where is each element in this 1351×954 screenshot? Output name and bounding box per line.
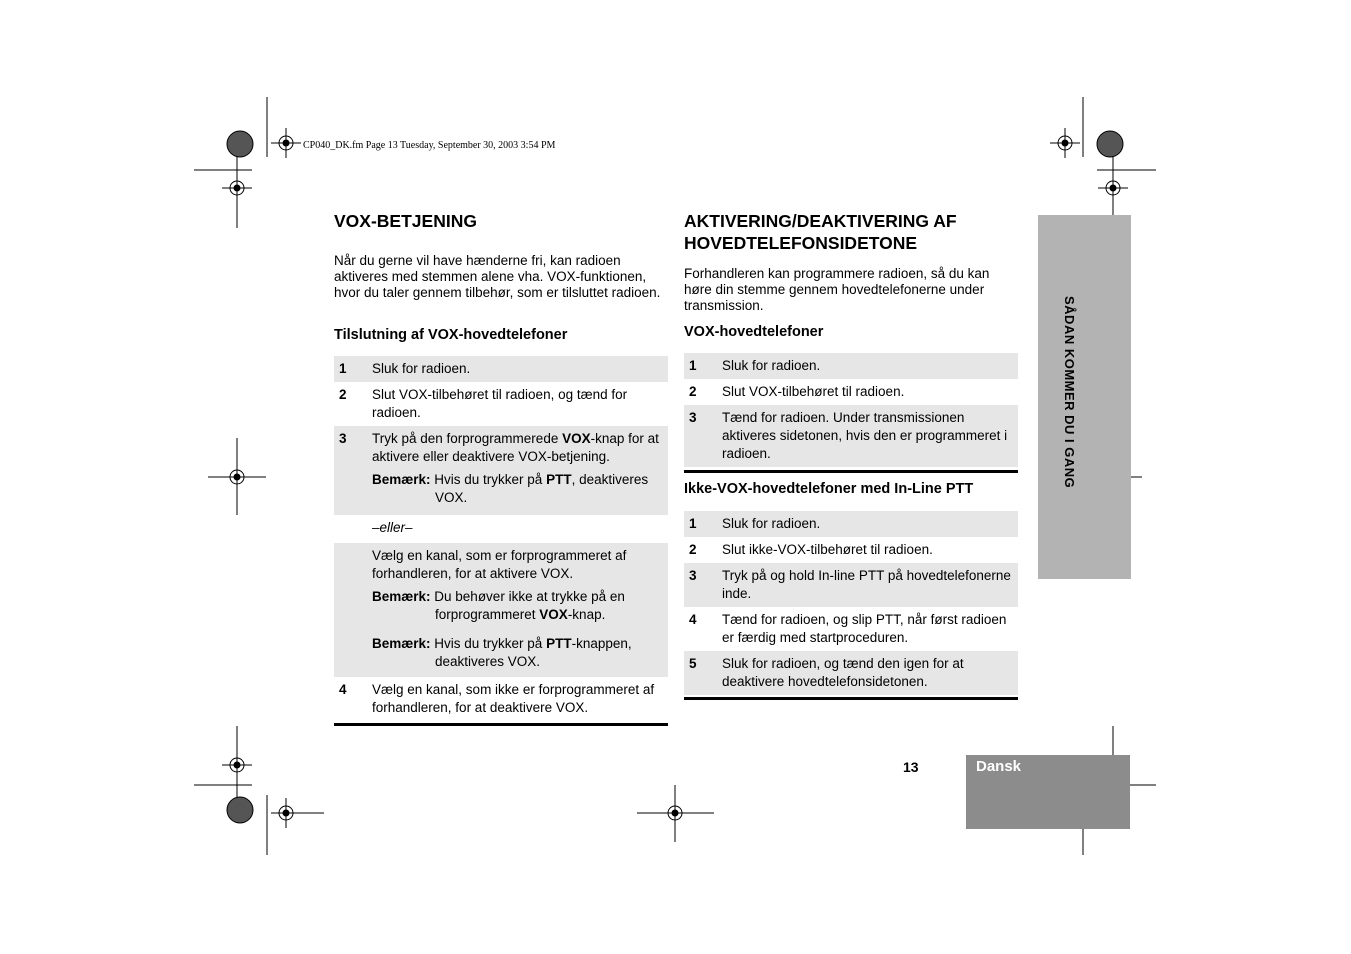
- step-text: Vælg en kanal, som ikke er forprogrammeret af forhandleren, for at deaktivere VOX.: [372, 682, 655, 715]
- right-subtitle-vox: VOX-hovedtelefoner: [684, 324, 824, 340]
- table-row: [334, 543, 668, 677]
- sidetone-vox-table: [684, 353, 1018, 473]
- step-text: Vælg en kanal, som er forprogrammeret af forhandleren, for at aktivere VOX. Bemærk: Du behøver ikke at trykke på en forprogrammeret VOX-knap. Bemærk: Hvis du trykker på PTT-knappen, deaktiveres VOX.: [372, 547, 668, 671]
- table-row: 4 Tænd for radioen, og slip PTT, når først radioen er færdig med startproceduren.: [689, 612, 1007, 645]
- or-separator: –eller–: [372, 520, 413, 535]
- page-number: 13: [903, 759, 919, 775]
- step-number: 4: [339, 682, 347, 697]
- language-label: Dansk: [976, 758, 1022, 775]
- file-header: CP040_DK.fm Page 13 Tuesday, September 30, 2003 3:54 PM: [303, 140, 556, 151]
- table-row: [334, 356, 668, 382]
- table-row: 1 Sluk for radioen.: [684, 353, 1018, 379]
- left-subtitle: Tilslutning af VOX-hovedtelefoner: [334, 327, 568, 343]
- step-text: Slut VOX-tilbehøret til radioen, og tænd for radioen.: [372, 387, 628, 420]
- table-row: 3 Tryk på og hold In-line PTT på hovedtelefonerne inde.: [684, 563, 1018, 607]
- chapter-side-tab: [1038, 215, 1131, 579]
- table-row: 2 Slut VOX-tilbehøret til radioen.: [689, 384, 905, 399]
- step-number: 2: [339, 387, 347, 402]
- step-text: Sluk for radioen.: [372, 361, 471, 376]
- step-number: 3: [339, 431, 347, 446]
- table-row: 5 Sluk for radioen, og tænd den igen for at deaktivere hovedtelefonsidetonen.: [684, 651, 1018, 695]
- sidetone-inline-table: [684, 511, 1018, 700]
- right-title: AKTIVERING/DEAKTIVERING AF HOVEDTELEFONSIDETONE: [684, 211, 957, 253]
- table-end-rule: [684, 470, 1018, 473]
- table-row: [334, 677, 668, 721]
- table-row: [334, 382, 668, 426]
- table-row: 3 Tænd for radioen. Under transmissionen aktiveres sidetonen, hvis den er programmeret i radioen.: [684, 405, 1018, 467]
- chapter-side-tab-label: SÅDAN KOMMER DU I GANG: [1062, 296, 1077, 489]
- left-intro: Når du gerne vil have hænderne fri, kan radioen aktiveres med stemmen alene vha. VOX-funktionen, hvor du taler gennem tilbehør, som er tilsluttet radioen.: [334, 253, 661, 300]
- table-row: [334, 426, 668, 515]
- table-row: [334, 515, 668, 543]
- table-end-rule: [334, 723, 668, 726]
- note: Bemærk: Du behøver ikke at trykke på en forprogrammeret VOX-knap.: [372, 589, 625, 622]
- step-number: 1: [339, 361, 347, 376]
- step-text: Tryk på den forprogrammerede VOX-knap for at aktivere eller deaktivere VOX-betjening. Bemærk: Hvis du trykker på PTT, deaktiveres VOX.: [372, 430, 668, 507]
- right-subtitle-inline: Ikke-VOX-hovedtelefoner med In-Line PTT: [684, 481, 974, 497]
- right-intro: Forhandleren kan programmere radioen, så du kan høre din stemme gennem hovedtelefonerne under transmission.: [684, 266, 990, 313]
- note: Bemærk: Hvis du trykker på PTT-knappen, deaktiveres VOX.: [372, 636, 632, 669]
- note: Bemærk: Hvis du trykker på PTT, deaktiveres VOX.: [372, 472, 649, 505]
- table-row: 2 Slut ikke-VOX-tilbehøret til radioen.: [689, 542, 933, 557]
- left-title: VOX-BETJENING: [334, 211, 477, 231]
- table-row: 1 Sluk for radioen.: [684, 511, 1018, 537]
- language-tab: [966, 755, 1130, 829]
- vox-steps-table: [334, 356, 668, 726]
- table-end-rule: [684, 697, 1018, 700]
